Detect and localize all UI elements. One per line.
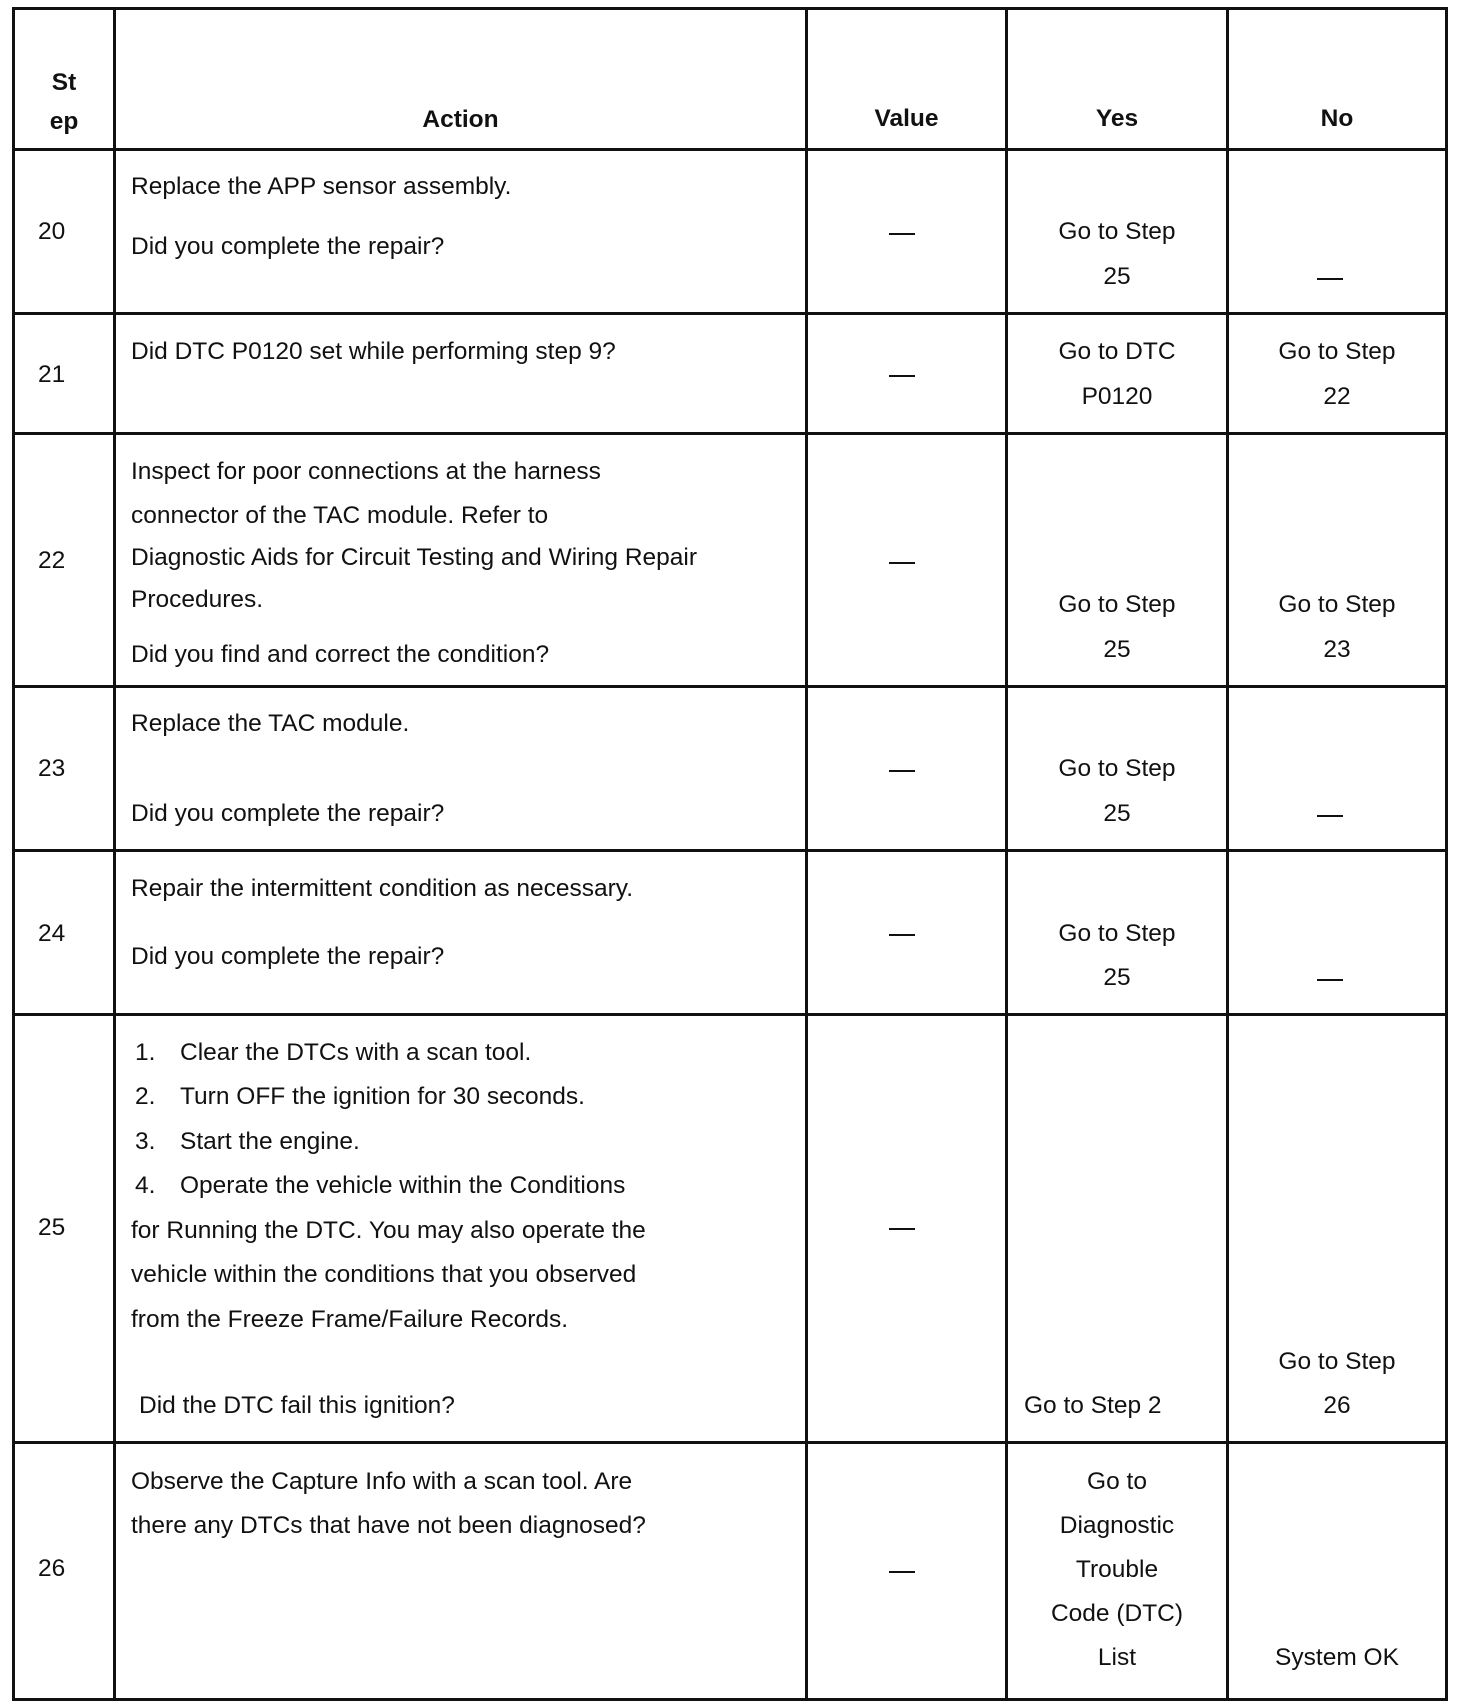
action-text: Observe the Capture Info with a scan tool. Are bbox=[131, 1468, 633, 1495]
yes-target-code: P0120 bbox=[1081, 383, 1153, 410]
step-number: 20 bbox=[38, 218, 66, 245]
no-target: Go to Step bbox=[1278, 591, 1396, 618]
action-question: Did you complete the repair? bbox=[131, 233, 445, 260]
header-no: No bbox=[1320, 105, 1354, 132]
action-question: Did the DTC fail this ignition? bbox=[139, 1392, 455, 1419]
action-question: there any DTCs that have not been diagnosed? bbox=[131, 1512, 646, 1539]
header-step: St bbox=[51, 69, 77, 96]
action-text: Replace the APP sensor assembly. bbox=[131, 173, 512, 200]
no-target-step: 26 bbox=[1323, 1392, 1351, 1419]
yes-target: Diagnostic bbox=[1059, 1512, 1175, 1539]
list-item: Clear the DTCs with a scan tool. bbox=[180, 1039, 532, 1066]
list-number: 4. bbox=[135, 1172, 156, 1199]
step-number: 26 bbox=[38, 1555, 66, 1582]
list-item: Turn OFF the ignition for 30 seconds. bbox=[180, 1083, 585, 1110]
header-value: Value bbox=[874, 105, 939, 132]
list-number: 3. bbox=[135, 1128, 156, 1155]
table-border-top bbox=[12, 7, 1448, 10]
step-number: 25 bbox=[38, 1214, 66, 1241]
step-number: 23 bbox=[38, 755, 66, 782]
value-dash bbox=[889, 1571, 915, 1573]
row-divider bbox=[12, 432, 1448, 435]
list-number: 1. bbox=[135, 1039, 156, 1066]
value-dash bbox=[889, 375, 915, 377]
no-target-step: 23 bbox=[1323, 636, 1351, 663]
step-number: 24 bbox=[38, 920, 66, 947]
action-text: Procedures. bbox=[131, 586, 264, 613]
list-number: 2. bbox=[135, 1083, 156, 1110]
yes-target: Go to Step bbox=[1058, 218, 1176, 245]
no-target: System OK bbox=[1275, 1644, 1399, 1671]
row-divider bbox=[12, 148, 1448, 151]
value-dash bbox=[889, 770, 915, 772]
header-action: Action bbox=[422, 106, 499, 133]
value-dash bbox=[889, 562, 915, 564]
column-divider bbox=[113, 7, 116, 1701]
yes-target: Go to Step 2 bbox=[1024, 1392, 1162, 1419]
action-text: from the Freeze Frame/Failure Records. bbox=[131, 1306, 569, 1333]
action-text: Inspect for poor connections at the harness bbox=[131, 458, 601, 485]
no-target-step: 22 bbox=[1323, 383, 1351, 410]
yes-target: Go to bbox=[1087, 1468, 1147, 1495]
yes-target: Go to Step bbox=[1058, 755, 1176, 782]
list-item: Operate the vehicle within the Conditions bbox=[180, 1172, 626, 1199]
table-border-bottom bbox=[12, 1698, 1448, 1701]
action-text: for Running the DTC. You may also operate the bbox=[131, 1217, 646, 1244]
value-dash bbox=[889, 1228, 915, 1230]
action-question: Did you find and correct the condition? bbox=[131, 641, 550, 668]
yes-target-step: 25 bbox=[1103, 636, 1131, 663]
list-item: Start the engine. bbox=[180, 1128, 360, 1155]
yes-target-step: 25 bbox=[1103, 263, 1131, 290]
action-text: Repair the intermittent condition as necessary. bbox=[131, 875, 634, 902]
row-divider bbox=[12, 685, 1448, 688]
row-divider bbox=[12, 849, 1448, 852]
yes-target: Code (DTC) bbox=[1050, 1600, 1184, 1627]
value-dash bbox=[889, 233, 915, 235]
value-dash bbox=[889, 934, 915, 936]
action-text: Replace the TAC module. bbox=[131, 710, 410, 737]
table-border-right bbox=[1445, 7, 1448, 1701]
row-divider bbox=[12, 1013, 1448, 1016]
no-dash bbox=[1317, 278, 1343, 280]
no-target: Go to Step bbox=[1278, 338, 1396, 365]
action-question: Did you complete the repair? bbox=[131, 800, 445, 827]
row-divider bbox=[12, 312, 1448, 315]
action-question: Did you complete the repair? bbox=[131, 943, 445, 970]
header-yes: Yes bbox=[1095, 105, 1139, 132]
action-question: Did DTC P0120 set while performing step 9? bbox=[131, 338, 616, 365]
column-divider bbox=[1226, 7, 1229, 1701]
step-number: 22 bbox=[38, 547, 66, 574]
yes-target-step: 25 bbox=[1103, 964, 1131, 991]
action-text: vehicle within the conditions that you observed bbox=[131, 1261, 637, 1288]
yes-target: Go to Step bbox=[1058, 920, 1176, 947]
step-number: 21 bbox=[38, 361, 66, 388]
yes-target-step: 25 bbox=[1103, 800, 1131, 827]
table-border-left bbox=[12, 7, 15, 1701]
yes-target: Go to Step bbox=[1058, 591, 1176, 618]
column-divider bbox=[805, 7, 808, 1701]
no-dash bbox=[1317, 979, 1343, 981]
header-step-cont: ep bbox=[49, 108, 79, 135]
action-text: Diagnostic Aids for Circuit Testing and Wiring Repair bbox=[131, 544, 698, 571]
no-dash bbox=[1317, 815, 1343, 817]
no-target: Go to Step bbox=[1278, 1348, 1396, 1375]
yes-target: Trouble bbox=[1075, 1556, 1159, 1583]
action-text: connector of the TAC module. Refer to bbox=[131, 502, 549, 529]
column-divider bbox=[1005, 7, 1008, 1701]
row-divider bbox=[12, 1441, 1448, 1444]
yes-target: List bbox=[1097, 1644, 1137, 1671]
yes-target: Go to DTC bbox=[1058, 338, 1176, 365]
